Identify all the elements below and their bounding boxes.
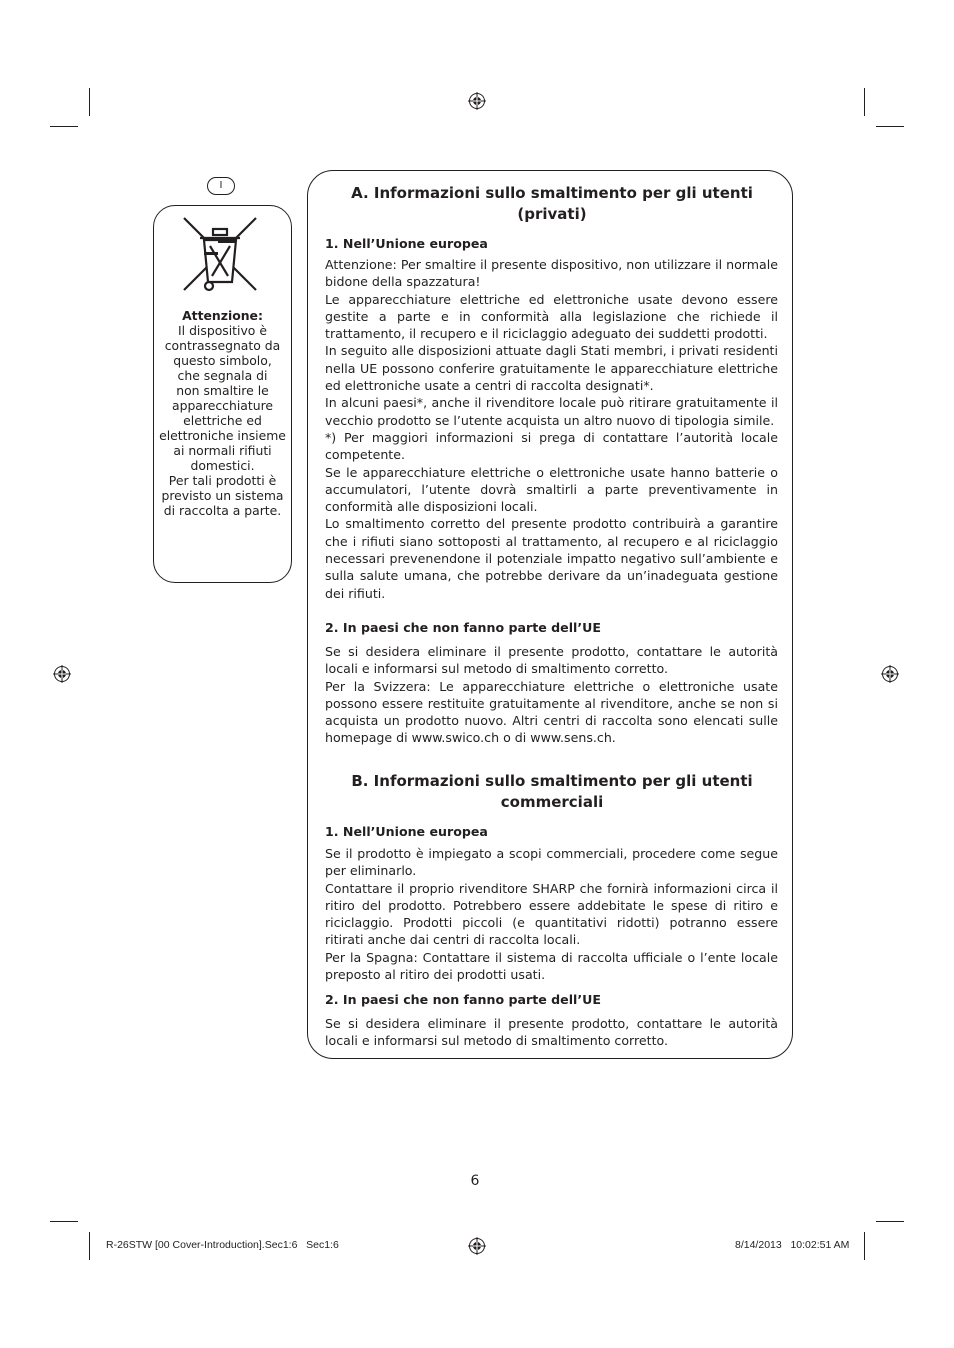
sidebar-line: Il dispositivo è (178, 323, 267, 338)
paragraph: Contattare il proprio rivenditore SHARP che fornirà informazioni circa il ritiro del prodotto. Potrebbero essere addebitate le spese di ritiro e riciclaggio. Prodotti piccoli (e quantitativi ridotti) potranno essere ritirati anche dai centri di raccolta locali. (325, 880, 778, 948)
crop-mark (50, 1221, 78, 1222)
sidebar-line: elettroniche insieme (159, 428, 286, 443)
section-a-heading: A. Informazioni sullo smaltimento per gli utenti (privati) (351, 184, 753, 223)
paragraph: Se il prodotto è impiegato a scopi commerciali, procedere come segue per eliminarlo. (325, 846, 778, 879)
registration-mark-icon (468, 1237, 486, 1255)
sidebar-line: questo simbolo, (173, 353, 272, 368)
crop-mark (89, 88, 90, 116)
crossed-out-wheelie-bin-icon (180, 214, 260, 294)
paragraph: Se si desidera eliminare il presente prodotto, contattare le autorità locali e informarsi sul metodo di smaltimento corretto. (325, 1016, 778, 1049)
sidebar-line: non smaltire le (176, 383, 269, 398)
crop-mark (876, 1221, 904, 1222)
section-a-non-eu-text (325, 643, 778, 747)
section-b-subheading-eu: 1. Nell’Unione europea (325, 824, 488, 839)
page-number: 6 (470, 1173, 480, 1189)
crop-mark (864, 88, 865, 116)
paragraph: Se si desidera eliminare il presente prodotto, contattare le autorità locali e informarsi sul metodo di smaltimento corretto. (325, 644, 778, 677)
sidebar-line: che segnala di (177, 368, 268, 383)
section-a-subheading-non-eu: 2. In paesi che non fanno parte dell’UE (325, 620, 601, 635)
paragraph: *) Per maggiori informazioni si prega di contattare l’autorità locale competente. (325, 429, 778, 463)
crop-mark (89, 1232, 90, 1260)
paragraph: In seguito alle disposizioni attuate dagli Stati membri, i privati residenti nella UE possono conferire gratuitamente le apparecchiature elettriche ed elettroniche usate a centri di raccolta designati*. (325, 343, 778, 394)
language-badge: I (207, 177, 235, 195)
sidebar-line: apparecchiature (171, 398, 274, 413)
sidebar-line: domestici. (190, 458, 255, 473)
paragraph: Lo smaltimento corretto del presente prodotto contribuirà a garantire che i rifiuti siano sottoposti al trattamento, al recupero e al riciclaggio necessari prevenendone il potenziale impatto negativo sull’ambiente e sulla salute umana, che potrebbe derivare da un’inadeguata gestione dei rifiuti. (325, 516, 778, 601)
paragraph: Le apparecchiature elettriche ed elettroniche usate devono essere gestite a parte e in conformità alla legislazione che richiede il trattamento, il recupero e il riciclaggio adeguato dei suddetti prodotti. (325, 291, 778, 342)
paragraph: Se le apparecchiature elettriche o elettroniche usate hanno batterie o accumulatori, l’utente dovrà smaltirli a parte preventivamente in conformità alle disposizioni locali. (325, 464, 778, 515)
footer-file-info: R-26STW [00 Cover-Introduction].Sec1:6 Sec1:6 (106, 1239, 339, 1251)
sidebar-line: contrassegnato da (164, 338, 281, 353)
sidebar-line: ai normali rifiuti (173, 443, 272, 458)
sidebar-text (157, 308, 288, 518)
registration-mark-icon (53, 665, 71, 683)
crop-mark (864, 1232, 865, 1260)
paragraph: Per la Spagna: Contattare il sistema di raccolta ufficiale o l’ente locale preposto al ritiro dei prodotti usati. (325, 949, 778, 983)
section-a-eu-text (325, 256, 778, 602)
section-a-subheading-eu: 1. Nell’Unione europea (325, 236, 488, 251)
footer-timestamp: 8/14/2013 10:02:51 AM (735, 1239, 850, 1251)
sidebar-title: Attenzione: (182, 308, 263, 323)
sidebar-line: elettriche ed (183, 413, 262, 428)
section-b-subheading-non-eu: 2. In paesi che non fanno parte dell’UE (325, 992, 601, 1007)
section-b-eu-text (325, 845, 778, 983)
registration-mark-icon (881, 665, 899, 683)
crop-mark (50, 126, 78, 127)
section-b-heading: B. Informazioni sullo smaltimento per gli utenti commerciali (351, 772, 753, 811)
section-b-non-eu-text (325, 1015, 778, 1050)
paragraph: Per la Svizzera: Le apparecchiature elettriche o elettroniche usate possono essere restituite gratuitamente al rivenditore, anche se non si acquista un prodotto nuovo. Altri centri di raccolta sono elencati sulle homepage di www.swico.ch o di www.sens.ch. (325, 678, 778, 746)
paragraph: In alcuni paesi*, anche il rivenditore locale può ritirare gratuitamente il vecchio prodotto se l’utente acquista un altro nuovo di tipologia simile. (325, 395, 778, 428)
sidebar-line: di raccolta a parte. (163, 503, 282, 518)
paragraph: Attenzione: Per smaltire il presente dispositivo, non utilizzare il normale bidone della spazzatura! (325, 257, 778, 290)
crop-mark (876, 126, 904, 127)
registration-mark-icon (468, 92, 486, 110)
sidebar-line: previsto un sistema (161, 488, 284, 503)
sidebar-line: Per tali prodotti è (168, 473, 277, 488)
